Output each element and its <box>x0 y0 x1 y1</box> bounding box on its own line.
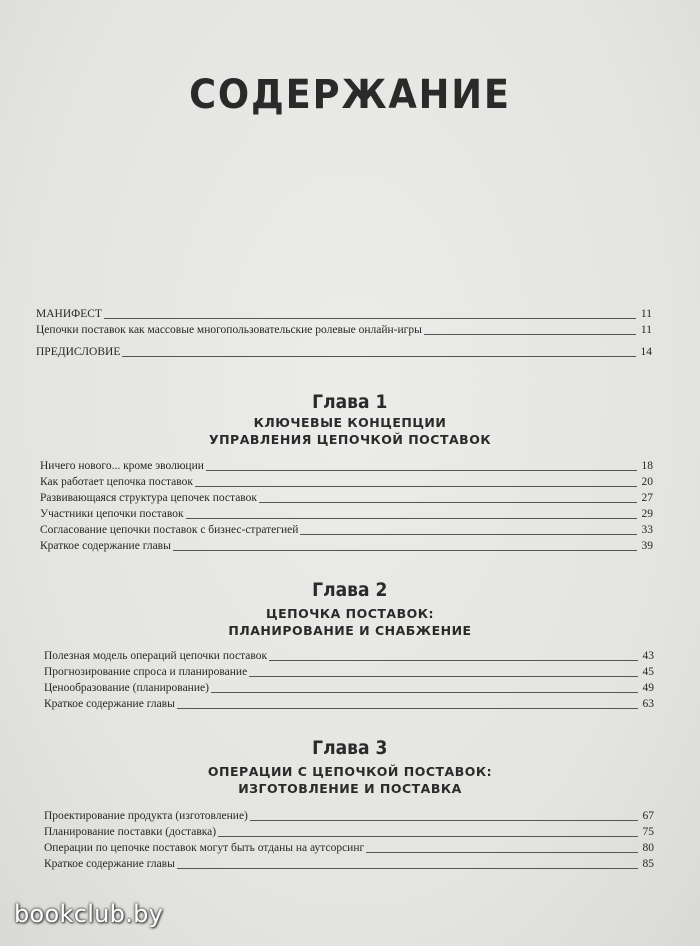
toc-entry-page: 14 <box>640 346 652 358</box>
toc-entry-page: 20 <box>641 476 653 488</box>
leader-line <box>173 550 637 551</box>
chapter-title-line2: ПЛАНИРОВАНИЕ И СНАБЖЕНИЕ <box>228 623 472 638</box>
toc-entry-label: Проектирование продукта (изготовление) <box>44 810 248 822</box>
leader-line <box>269 660 638 661</box>
toc-entry <box>44 808 654 824</box>
leader-line <box>424 334 636 335</box>
chapter-3-heading <box>0 736 700 797</box>
leader-line <box>250 820 638 821</box>
chapter-3-entries <box>44 808 654 872</box>
chapter-title-line1: ОПЕРАЦИИ С ЦЕПОЧКОЙ ПОСТАВОК: <box>207 764 493 779</box>
toc-entry-page: 85 <box>642 858 654 870</box>
toc-entry-label: Ценообразование (планирование) <box>44 682 209 694</box>
leader-line <box>206 470 637 471</box>
toc-entry-page: 33 <box>641 524 653 536</box>
toc-entry-label: Развивающаяся структура цепочек поставок <box>40 492 257 504</box>
toc-entry <box>40 458 653 474</box>
leader-line <box>249 676 638 677</box>
toc-entry-page: 49 <box>642 682 654 694</box>
front-matter-list <box>36 306 652 360</box>
chapter-title-line1: КЛЮЧЕВЫЕ КОНЦЕПЦИИ <box>253 415 447 430</box>
toc-entry <box>40 506 653 522</box>
toc-entry <box>44 680 654 696</box>
chapter-2-heading <box>0 578 700 639</box>
leader-line <box>300 534 637 535</box>
toc-entry-page: 11 <box>640 324 652 336</box>
toc-entry <box>36 322 652 338</box>
toc-entry-page: 63 <box>642 698 654 710</box>
toc-entry-label: Цепочки поставок как массовые многопользовательские ролевые онлайн-игры <box>36 324 422 336</box>
leader-line <box>195 486 637 487</box>
chapter-number: Глава 3 <box>312 737 388 759</box>
leader-line <box>104 318 636 319</box>
toc-entry-label: Краткое содержание главы <box>44 698 175 710</box>
toc-entry-page: 45 <box>642 666 654 678</box>
toc-entry-label: Прогнозирование спроса и планирование <box>44 666 248 678</box>
toc-entry-label: Краткое содержание главы <box>44 858 175 870</box>
site-watermark: bookclub.by <box>14 900 164 928</box>
toc-entry <box>36 306 652 322</box>
toc-entry-page: 18 <box>641 460 653 472</box>
toc-entry-label: Согласование цепочки поставок с бизнес-стратегией <box>40 524 299 536</box>
toc-entry-label: Полезная модель операций цепочки поставок <box>44 650 268 662</box>
toc-entry-page: 39 <box>641 540 653 552</box>
leader-line <box>211 692 638 693</box>
toc-entry-label: ПРЕДИСЛОВИЕ <box>36 346 121 358</box>
toc-entry-page: 75 <box>642 826 654 838</box>
toc-entry-page: 80 <box>642 842 654 854</box>
toc-entry <box>40 522 653 538</box>
chapter-title-line1: ЦЕПОЧКА ПОСТАВОК: <box>266 606 434 621</box>
chapter-1-entries <box>40 458 653 554</box>
chapter-number: Глава 1 <box>312 391 388 413</box>
toc-entry-label: Участники цепочки поставок <box>40 508 184 520</box>
toc-entry-label: Операции по цепочке поставок могут быть отданы на аутсорсинг <box>44 842 365 854</box>
toc-entry <box>44 840 654 856</box>
toc-entry-page: 43 <box>642 650 654 662</box>
toc-entry-page: 67 <box>642 810 654 822</box>
toc-entry-page: 27 <box>641 492 653 504</box>
leader-line <box>177 868 638 869</box>
toc-entry <box>44 648 654 664</box>
page-title: СОДЕРЖАНИЕ <box>189 72 511 118</box>
chapter-1-heading <box>0 390 700 448</box>
chapter-title-line2: УПРАВЛЕНИЯ ЦЕПОЧКОЙ ПОСТАВОК <box>208 432 492 447</box>
leader-line <box>177 708 638 709</box>
toc-entry <box>44 696 654 712</box>
toc-entry <box>36 344 652 360</box>
toc-entry-page: 11 <box>640 308 652 320</box>
chapter-number: Глава 2 <box>312 579 388 601</box>
toc-entry <box>40 490 653 506</box>
toc-entry-label: Как работает цепочка поставок <box>40 476 193 488</box>
toc-entry-label: Краткое содержание главы <box>40 540 171 552</box>
leader-line <box>259 502 637 503</box>
leader-line <box>122 356 636 357</box>
chapter-title-line2: ИЗГОТОВЛЕНИЕ И ПОСТАВКА <box>238 781 462 796</box>
toc-entry <box>44 856 654 872</box>
toc-entry <box>40 538 653 554</box>
toc-entry <box>44 824 654 840</box>
chapter-2-entries <box>44 648 654 712</box>
toc-entry <box>40 474 653 490</box>
leader-line <box>186 518 637 519</box>
toc-entry-label: Планирование поставки (доставка) <box>44 826 217 838</box>
leader-line <box>366 852 638 853</box>
toc-entry-page: 29 <box>641 508 653 520</box>
toc-entry-label: Ничего нового... кроме эволюции <box>40 460 204 472</box>
toc-entry-label: МАНИФЕСТ <box>36 308 102 320</box>
leader-line <box>218 836 638 837</box>
toc-entry <box>44 664 654 680</box>
